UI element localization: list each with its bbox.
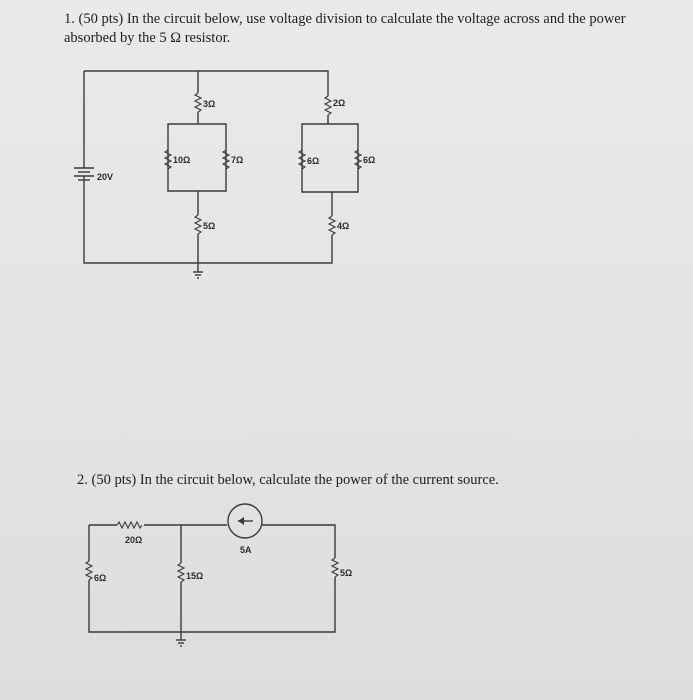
current-source-5a [228, 504, 262, 538]
resistor-3-ohm-label: 3Ω [203, 99, 216, 109]
question-1-text: 1. (50 pts) In the circuit below, use voltage division to calculate the voltage across and the power absorbed by the 5 Ω resistor. [64, 11, 626, 46]
resistor-5-ohm-c2-label: 5Ω [340, 568, 353, 578]
resistor-6-ohm-b-label: 6Ω [363, 155, 376, 165]
resistor-7-ohm-label: 7Ω [231, 155, 244, 165]
resistor-20-ohm-label: 20Ω [125, 535, 143, 545]
resistor-6-ohm-label: 6Ω [94, 573, 107, 583]
resistor-15-ohm-label: 15Ω [186, 571, 204, 581]
resistor-15-ohm [178, 563, 184, 582]
resistor-6-ohm-a-label: 6Ω [307, 156, 320, 166]
resistor-4-ohm-label: 4Ω [337, 221, 350, 231]
resistor-5-ohm-label: 5Ω [203, 221, 216, 231]
resistor-6-ohm [86, 561, 92, 580]
resistor-5-ohm-c2 [332, 558, 338, 577]
resistor-2-ohm-label: 2Ω [333, 98, 346, 108]
voltage-source-label: 20V [97, 172, 114, 182]
resistor-20-ohm [117, 522, 142, 528]
ground-symbol-2 [176, 640, 186, 646]
current-source-label: 5A [240, 545, 252, 555]
question-2-text: 2. (50 pts) In the circuit below, calculate the power of the current source. [77, 472, 499, 488]
resistor-10-ohm-label: 10Ω [173, 155, 191, 165]
